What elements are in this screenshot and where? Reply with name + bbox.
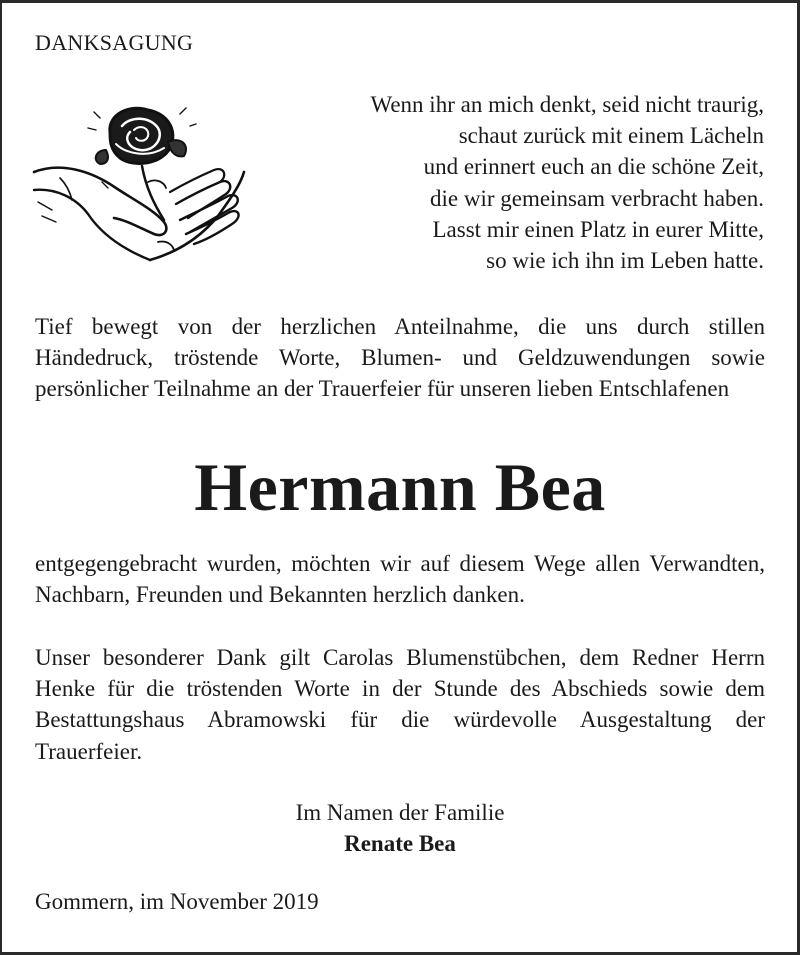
poem-line: und erinnert euch an die schöne Zeit, [423, 154, 764, 180]
place-date: Gommern, im November 2019 [35, 889, 319, 914]
poem-line: die wir gemeinsam verbracht haben. [429, 185, 764, 211]
notice-heading: DANKSAGUNG [35, 30, 194, 55]
poem-line: Wenn ihr an mich denkt, seid nicht traurig, [370, 92, 764, 117]
rose-in-hands-icon [30, 92, 252, 274]
special-thanks-paragraph: Unser besonderer Dank gilt Carolas Blumenstübchen, dem Redner Herrn Henke für die tröstenden Worte in der Stunde des Abschieds sowie dem Bestattungshaus Abramowski für die würdevolle Ausgestaltung der Trauerfeier. [35, 645, 765, 764]
intro-paragraph: Tief bewegt von der herzlichen Anteilnahme, die uns durch stillen Händedruck, tröstende Worte, Blumen- und Geldzuwendungen sowie persönlicher Teilnahme an der Trauerfeier für unseren lieben Entschlafenen [35, 314, 765, 402]
poem [244, 89, 764, 276]
deceased-name: Hermann Bea [194, 449, 606, 525]
thanks-paragraph: entgegengebracht wurden, möchten wir auf diesem Wege allen Verwandten, Nachbarn, Freunden und Bekannten herzlich danken. [35, 551, 765, 608]
poem-line: so wie ich ihn im Leben hatte. [486, 248, 764, 274]
poem-line: schaut zurück mit einem Lächeln [458, 123, 764, 149]
signature-line: Im Namen der Familie [295, 800, 505, 825]
signature-name: Renate Bea [344, 831, 456, 856]
poem-line: Lasst mir einen Platz in eurer Mitte, [432, 216, 764, 242]
